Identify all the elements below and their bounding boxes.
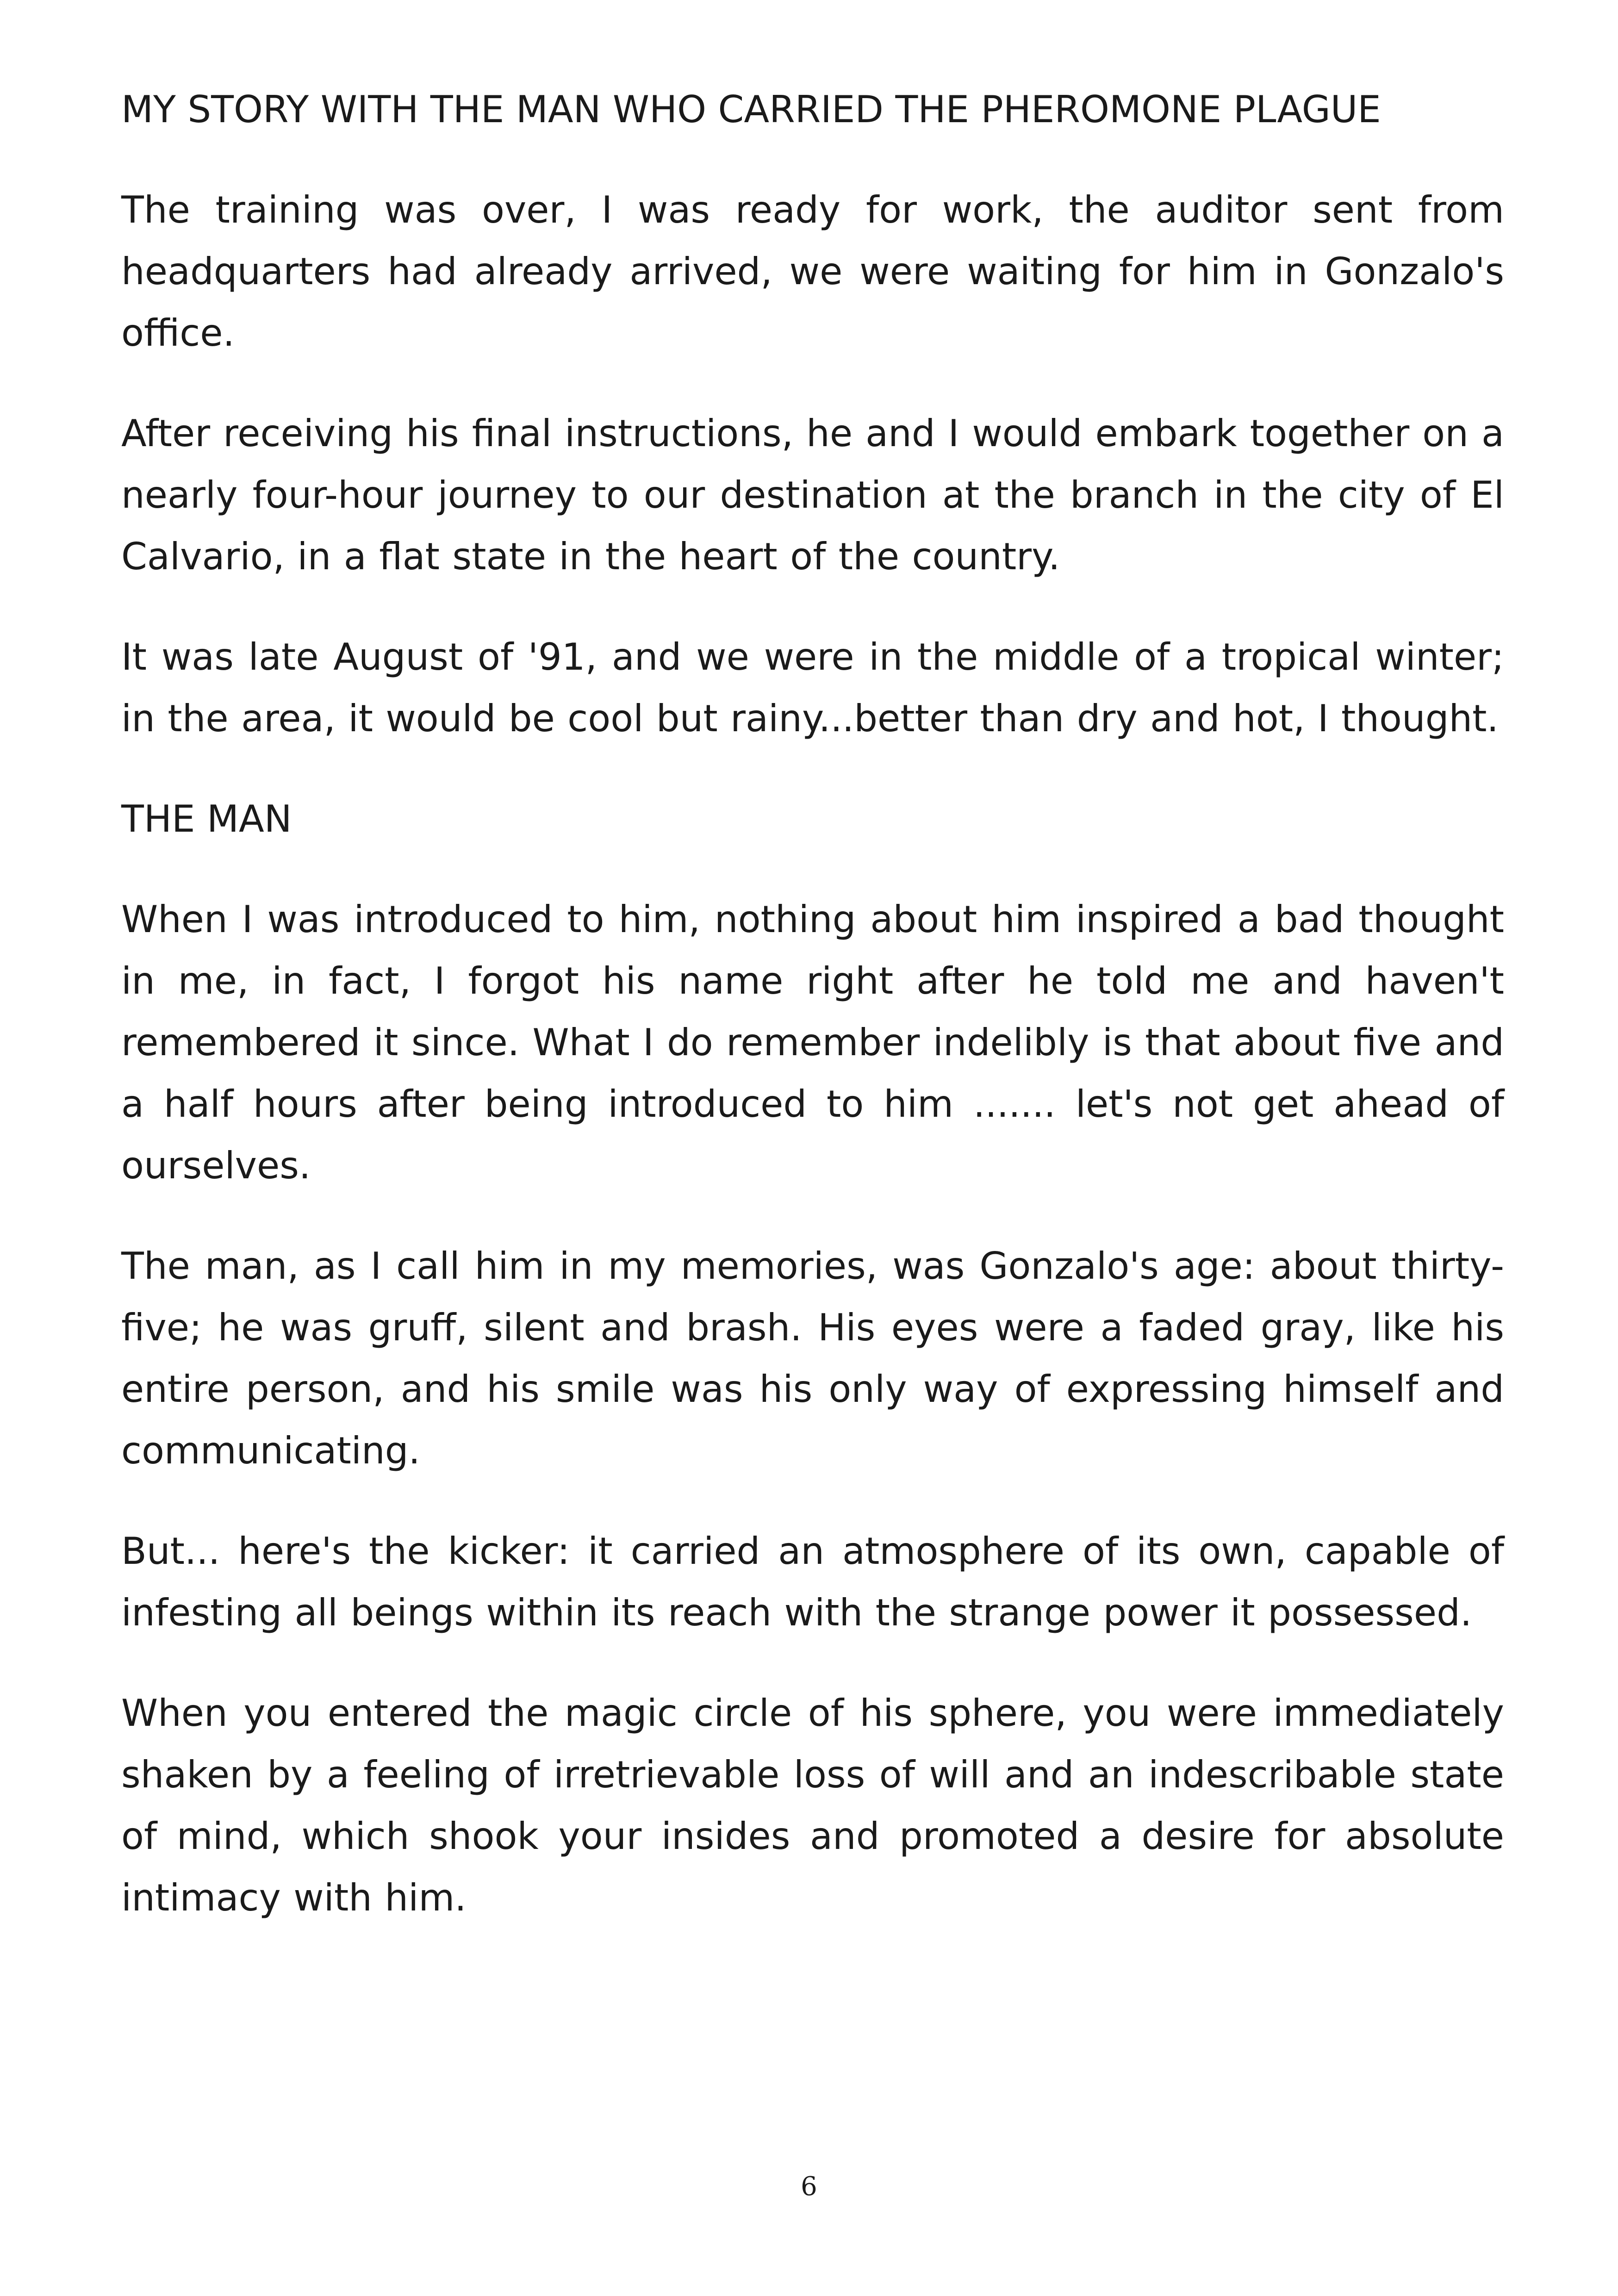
- paragraph: The training was over, I was ready for work, the auditor sent from headquarters had already arrived, we were waiting for him in Gonzalo's office.: [121, 188, 1504, 355]
- document-page: [121, 79, 1504, 1967]
- paragraph: After receiving his final instructions, he and I would embark together on a nearly four-hour journey to our destination at the branch in the city of El Calvario, in a flat state in the heart of the country.: [121, 412, 1504, 578]
- paragraph: The man, as I call him in my memories, was Gonzalo's age: about thirty-five; he was gruff, silent and brash. His eyes were a faded gray, like his entire person, and his smile was his only way of expressing himself and communicating.: [121, 1244, 1504, 1472]
- page-number: 6: [801, 2172, 817, 2202]
- paragraph: But... here's the kicker: it carried an atmosphere of its own, capable of infesting all beings within its reach with the strange power it possessed.: [121, 1530, 1504, 1634]
- paragraph: When you entered the magic circle of his sphere, you were immediately shaken by a feeling of irretrievable loss of will and an indescribable state of mind, which shook your insides and promoted a desire for absolute intimacy with him.: [121, 1692, 1504, 1919]
- paragraph: It was late August of '91, and we were in the middle of a tropical winter; in the area, it would be cool but rainy...better than dry and hot, I thought.: [121, 635, 1504, 740]
- section-heading: THE MAN: [121, 797, 292, 840]
- paragraph: When I was introduced to him, nothing about him inspired a bad thought in me, in fact, I forgot his name right after he told me and haven't remembered it since. What I do remember indelibly is that about five and a half hours after being introduced to him ....... let's not get ahead of ourselves.: [121, 898, 1504, 1187]
- document-title: MY STORY WITH THE MAN WHO CARRIED THE PHEROMONE PLAGUE: [121, 88, 1381, 131]
